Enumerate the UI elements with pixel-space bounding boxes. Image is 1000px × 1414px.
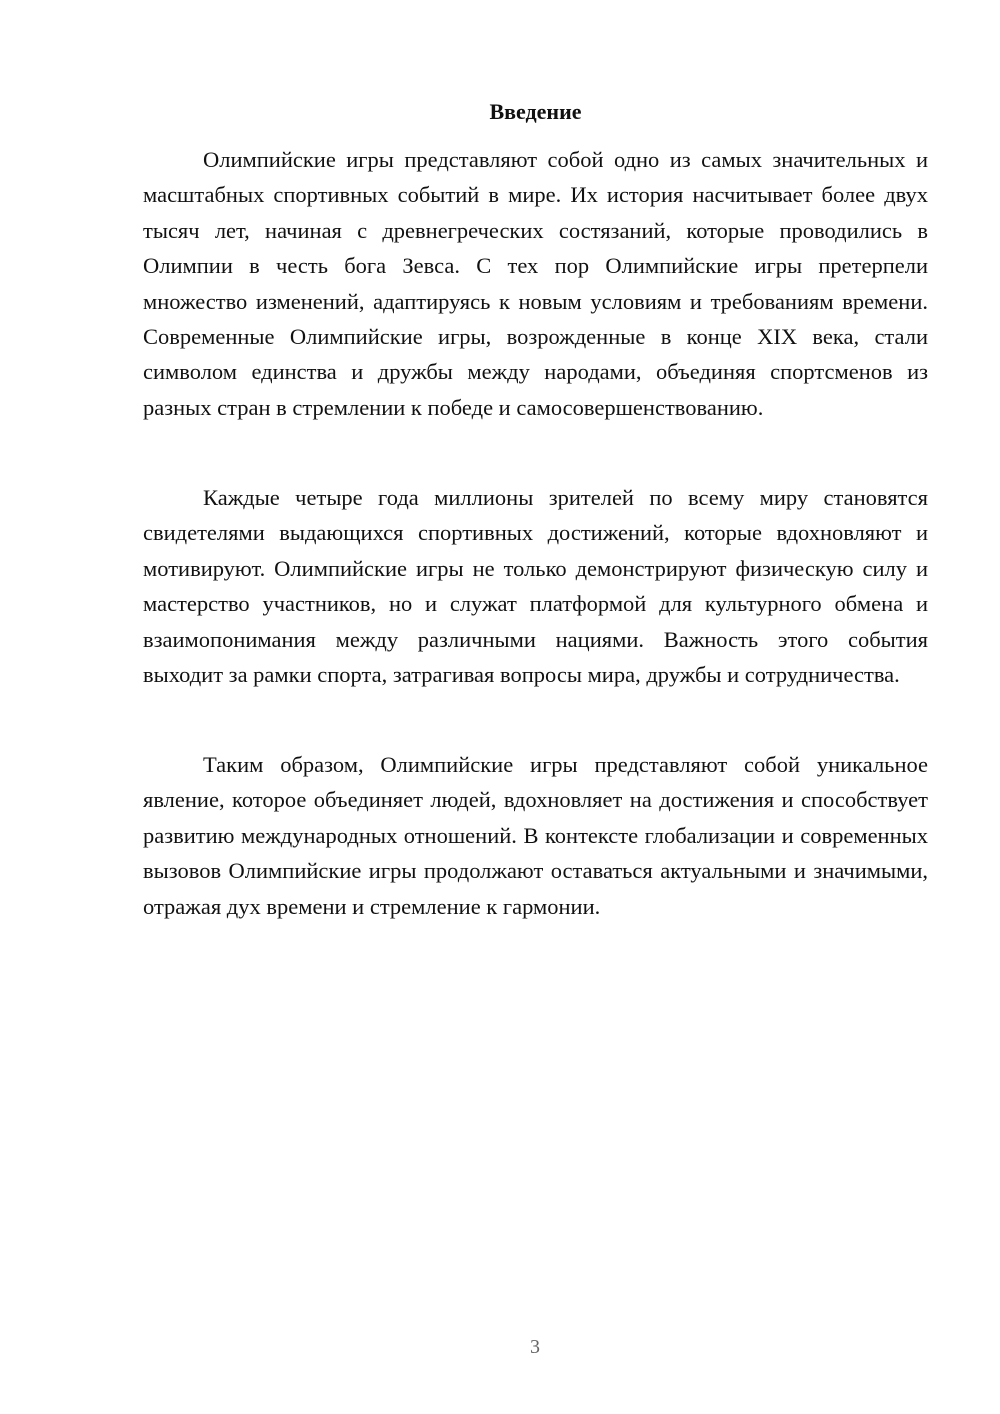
body-paragraph-3: Таким образом, Олимпийские игры представляют собой уникальное явление, которое объединяет людей, вдохновляет на достижения и способствует развитию международных отношений. В контексте глобализации и современных вызовов Олимпийские игры продолжают оставаться актуальными и значимыми, отражая дух времени и стремление к гармонии.: [143, 752, 928, 919]
section-heading: Введение: [489, 99, 582, 124]
page-number: 3: [530, 1336, 540, 1358]
body-paragraph-2: Каждые четыре года миллионы зрителей по всему миру становятся свидетелями выдающихся спортивных достижений, которые вдохновляют и мотивируют. Олимпийские игры не только демонстрируют физическую силу и мастерство участников, но и служат платформой для культурного обмена и взаимопонимания между различными нациями. Важность этого события выходит за рамки спорта, затрагивая вопросы мира, дружбы и сотрудничества.: [143, 485, 928, 688]
body-paragraph-1: Олимпийские игры представляют собой одно из самых значительных и масштабных спортивных событий в мире. Их история насчитывает более двух тысяч лет, начиная с древнегреческих состязаний, которые проводились в Олимпии в честь бога Зевса. С тех пор Олимпийские игры претерпели множество изменений, адаптируясь к новым условиям и требованиям времени. Современные Олимпийские игры, возрожденные в конце XIX века, стали символом единства и дружбы между народами, объединяя спортсменов из разных стран в стремлении к победе и самосовершенствованию.: [143, 147, 928, 420]
